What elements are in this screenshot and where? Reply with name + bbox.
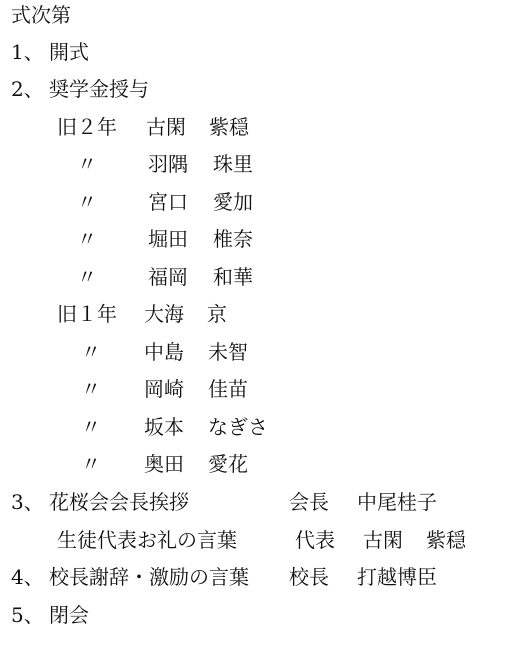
recipient-given-name: 佳苗 (208, 377, 248, 401)
speaker-role: 校長 (289, 565, 329, 589)
recipient-given-name: 和華 (213, 265, 253, 289)
item-text: 生徒代表お礼の言葉 (57, 528, 237, 552)
speaker-given-name: 紫穏 (426, 528, 466, 552)
speaker-name: 打越博臣 (357, 565, 437, 589)
recipient-given-name: 珠里 (213, 152, 253, 176)
recipient-given-name: 紫穏 (209, 115, 249, 139)
recipient-given-name: 未智 (208, 340, 248, 364)
recipient-surname: 堀田 (148, 227, 188, 251)
recipient-surname: 古閑 (146, 115, 186, 139)
recipient-surname: 坂本 (144, 415, 184, 439)
ditto-mark: 〃 (77, 227, 97, 251)
item-number: 3、 (11, 490, 44, 514)
recipient-surname: 福岡 (148, 265, 188, 289)
recipient-surname: 宮口 (148, 190, 188, 214)
recipient-surname: 中島 (144, 340, 184, 364)
recipient-surname: 奥田 (144, 452, 184, 476)
item-number: 5、 (11, 603, 44, 627)
recipient-surname: 岡崎 (144, 377, 184, 401)
recipient-given-name: 愛加 (213, 190, 253, 214)
ditto-mark: 〃 (81, 452, 101, 476)
ditto-mark: 〃 (77, 190, 97, 214)
item-text: 閉会 (49, 603, 89, 627)
grade-label: 旧２年 (57, 115, 117, 139)
speaker-surname: 古閑 (363, 528, 403, 552)
recipient-given-name: 愛花 (208, 452, 248, 476)
ditto-mark: 〃 (77, 152, 97, 176)
item-number: 4、 (11, 565, 44, 589)
item-number: 1、 (11, 40, 44, 64)
recipient-surname: 大海 (144, 302, 184, 326)
ditto-mark: 〃 (81, 340, 101, 364)
recipient-given-name: なぎさ (208, 415, 268, 439)
speaker-role: 会長 (289, 490, 329, 514)
recipient-surname: 羽隅 (148, 152, 188, 176)
item-number: 2、 (11, 77, 44, 101)
item-text: 開式 (49, 40, 89, 64)
recipient-given-name: 京 (207, 302, 227, 326)
program-title: 式次第 (11, 3, 71, 27)
ditto-mark: 〃 (81, 415, 101, 439)
speaker-name: 中尾桂子 (357, 490, 437, 514)
grade-label: 旧１年 (57, 302, 117, 326)
item-text: 校長謝辞・激励の言葉 (49, 565, 249, 589)
speaker-role: 代表 (295, 528, 335, 552)
ditto-mark: 〃 (81, 377, 101, 401)
recipient-given-name: 椎奈 (213, 227, 253, 251)
item-text: 奨学金授与 (49, 77, 149, 101)
ditto-mark: 〃 (77, 265, 97, 289)
item-text: 花桜会会長挨拶 (49, 490, 189, 514)
